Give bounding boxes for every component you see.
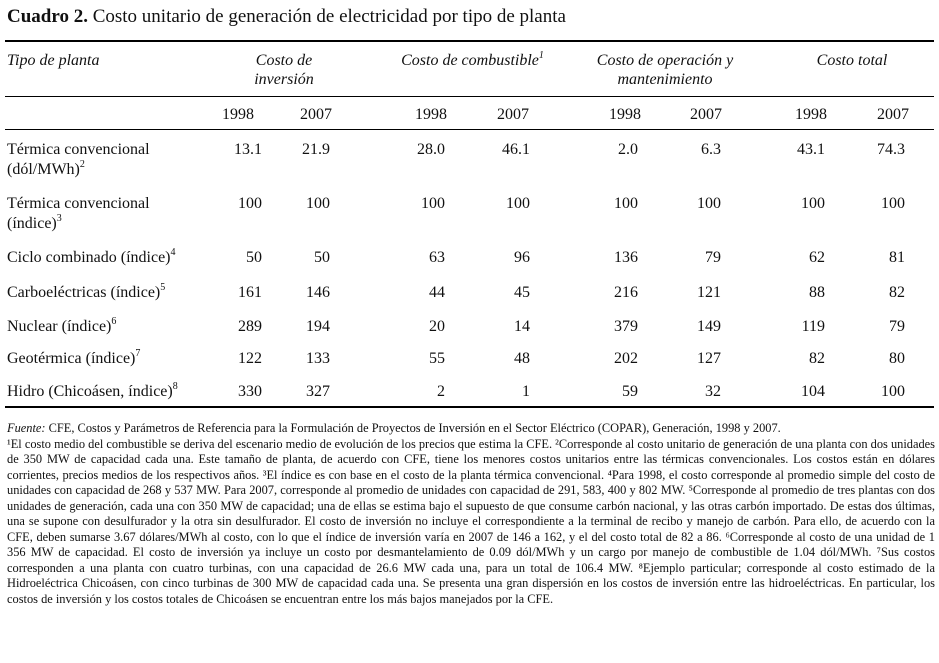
header-operacion-line2: mantenimiento: [617, 71, 713, 88]
table-cell: 50: [246, 249, 262, 266]
row-label: [7, 248, 176, 268]
table-cell: 21.9: [302, 141, 330, 158]
row-label-text: Térmica convencional: [7, 141, 150, 158]
row-label-line: [7, 317, 116, 337]
source-text: CFE, Costos y Parámetros de Referencia para la Formulación de Proyectos de Inversión en el Sector Eléctrico (COPAR), Generación, 1998 y 2007.: [45, 421, 781, 435]
row-label-footnote: 7: [135, 347, 141, 359]
table-cell: 122: [238, 350, 262, 367]
table-cell: 88: [809, 284, 825, 301]
row-label-text: Carboeléctricas (índice): [7, 284, 161, 301]
year-header-5: 2007: [690, 106, 722, 123]
source-note: [7, 421, 935, 437]
table-cell: 194: [306, 318, 330, 335]
table-cell: 100: [881, 195, 905, 212]
row-label-text: Geotérmica (índice): [7, 350, 136, 367]
table-cell: 55: [429, 350, 445, 367]
table-cell: 136: [614, 249, 638, 266]
row-label: [7, 349, 140, 369]
row-label-text: Nuclear (índice): [7, 318, 112, 335]
source-label: Fuente:: [7, 421, 46, 435]
table-cell: 63: [429, 249, 445, 266]
row-label-line: [7, 160, 150, 180]
header-costo-combustible: [385, 51, 560, 70]
table-cell: 2: [437, 383, 445, 400]
row-label-text: Hidro (Chicoásen, índice): [7, 383, 173, 400]
year-header-1: 2007: [300, 106, 332, 123]
table-cell: 82: [809, 350, 825, 367]
year-header-3: 2007: [497, 106, 529, 123]
table-cell: 59: [622, 383, 638, 400]
table-cell: 82: [889, 284, 905, 301]
header-costo-total: Costo total: [816, 52, 888, 69]
row-label-footnote: 2: [79, 158, 85, 170]
table-number: Cuadro 2.: [7, 6, 88, 27]
table-cell: 379: [614, 318, 638, 335]
table-cell: 100: [421, 195, 445, 212]
table-cell: 161: [238, 284, 262, 301]
table-cell: 79: [705, 249, 721, 266]
table-cell: 100: [881, 383, 905, 400]
table-cell: 80: [889, 350, 905, 367]
header-inversion-line2: inversión: [254, 71, 314, 88]
table-cell: 28.0: [417, 141, 445, 158]
row-label-line: [7, 194, 150, 214]
table-cell: 104: [801, 383, 825, 400]
table-cell: 127: [697, 350, 721, 367]
table-cell: 45: [514, 284, 530, 301]
row-label-footnote: 6: [111, 315, 117, 327]
year-header-7: 2007: [877, 106, 909, 123]
year-header-0: 1998: [222, 106, 254, 123]
table-cell: 50: [314, 249, 330, 266]
table-cell: 6.3: [701, 141, 721, 158]
header-tipo-de-planta: Tipo de planta: [7, 52, 100, 69]
subheader-rule: [5, 129, 934, 130]
header-inversion-line1: Costo de: [255, 52, 313, 69]
row-label-line: [7, 140, 150, 160]
bottom-rule: [5, 406, 934, 408]
header-costo-operacion: [580, 51, 750, 89]
table-cell: 20: [429, 318, 445, 335]
row-label-footnote: 3: [56, 212, 62, 224]
year-header-2: 1998: [415, 106, 447, 123]
row-label-line: [7, 248, 176, 268]
table-caption: Costo unitario de generación de electricidad por tipo de planta: [87, 6, 566, 27]
top-rule: [5, 40, 934, 42]
header-combustible-sup: 1: [538, 49, 544, 61]
row-label-text: (índice): [7, 215, 57, 232]
table-cell: 62: [809, 249, 825, 266]
header-costo-inversion: [214, 51, 354, 89]
table-cell: 327: [306, 383, 330, 400]
table-cell: 100: [306, 195, 330, 212]
row-label-line: [7, 283, 165, 303]
table-cell: 330: [238, 383, 262, 400]
year-header-6: 1998: [795, 106, 827, 123]
row-label-text: (dól/MWh): [7, 161, 80, 178]
table-cell: 2.0: [618, 141, 638, 158]
table-cell: 146: [306, 284, 330, 301]
row-label: [7, 382, 178, 402]
row-label-text: Ciclo combinado (índice): [7, 249, 171, 266]
row-label-footnote: 5: [160, 281, 166, 293]
table-title: [7, 6, 566, 28]
table-cell: 13.1: [234, 141, 262, 158]
header-combustible-label: Costo de combustible: [401, 52, 539, 69]
table-cell: 216: [614, 284, 638, 301]
row-label: [7, 283, 165, 303]
table-cell: 81: [889, 249, 905, 266]
table-cell: 48: [514, 350, 530, 367]
table-cell: 289: [238, 318, 262, 335]
row-label-line: [7, 382, 178, 402]
table-cell: 149: [697, 318, 721, 335]
table-cell: 100: [697, 195, 721, 212]
table-cell: 44: [429, 284, 445, 301]
row-label-text: Térmica convencional: [7, 195, 150, 212]
table-cell: 74.3: [877, 141, 905, 158]
row-label-line: [7, 349, 140, 369]
table-cell: 100: [238, 195, 262, 212]
row-label: [7, 317, 116, 337]
table-cell: 32: [705, 383, 721, 400]
table-cell: 119: [801, 318, 825, 335]
table-cell: 14: [514, 318, 530, 335]
table-cell: 100: [614, 195, 638, 212]
row-label-footnote: 8: [172, 380, 178, 392]
table-cell: 96: [514, 249, 530, 266]
row-label-line: [7, 214, 150, 234]
footnotes-text: ¹El costo medio del combustible se deriva del escenario medio de evolución de los precios que estima la CFE. ²Corresponde al costo unitario de generación de una planta con dos unidades de 350 MW de capacidad cada una. Este tamaño de planta, de acuerdo con CFE, tiene los menores costos unitarios entre las térmicas convencionales. Los costos están en dólares corrientes, precios medios de los respectivos años. ³El índice es con base en el costo de la planta térmica convencional. ⁴Para 1998, el costo corresponde al promedio simple del costo de unidades con capacidad de 268 y 537 MW. Para 2007, corresponde al promedio de unidades con capacidad de 291, 583, 400 y 802 MW. ⁵Corresponde al promedio de tres plantas con dos unidades de generación, cada una con 350 MW de capacidad; una de ellas se estima bajo el supuesto de que consume carbón nacional, y las otras carbón importado. De estas dos últimas, una se supone con desulfurador y la otra sin desulfurador. El costo de inversión no incluye el correspondiente a la terminal de recibo y manejo de carbón. Para ello, de acuerdo con la CFE, deben sumarse 3.67 dólares/MWh al costo, con lo que el índice de inversión varía en 2007 de 146 a 162, y el del costo total de 82 a 86. ⁶Corresponde al costo de una unidad de 1 356 MW de capacidad. El costo de inversión ya incluye un costo por desmantelamiento de 0.09 dól/MWh y un cargo por manejo de combustible de 1.04 dól/MWh. ⁷Sus costos corresponden a una planta con cuatro turbinas, con una capacidad de 26.6 MW cada una, para un total de 106.4 MW. ⁸Ejemplo particular; corresponde al costo estimado de la Hidroeléctrica Chicoásen, con cinco turbinas de 300 MW de capacidad cada una. Se presenta una gran dispersión en los costos de inversión entre las hidroeléctricas. En particular, los costos de inversión y los costos totales de Chicoásen se encuentran entre los más bajos manejados por la CFE.: [7, 436, 935, 606]
header-operacion-line1: Costo de operación y: [596, 52, 734, 69]
table-cell: 43.1: [797, 141, 825, 158]
table-cell: 46.1: [502, 141, 530, 158]
table-cell: 1: [522, 383, 530, 400]
table-cell: 100: [506, 195, 530, 212]
row-label: [7, 194, 150, 234]
year-header-4: 1998: [609, 106, 641, 123]
header-rule: [5, 96, 934, 97]
row-label-footnote: 4: [170, 246, 176, 258]
table-cell: 202: [614, 350, 638, 367]
table-cell: 133: [306, 350, 330, 367]
table-notes: [7, 421, 935, 607]
table-cell: 100: [801, 195, 825, 212]
row-label: [7, 140, 150, 180]
table-cell: 121: [697, 284, 721, 301]
table-cell: 79: [889, 318, 905, 335]
